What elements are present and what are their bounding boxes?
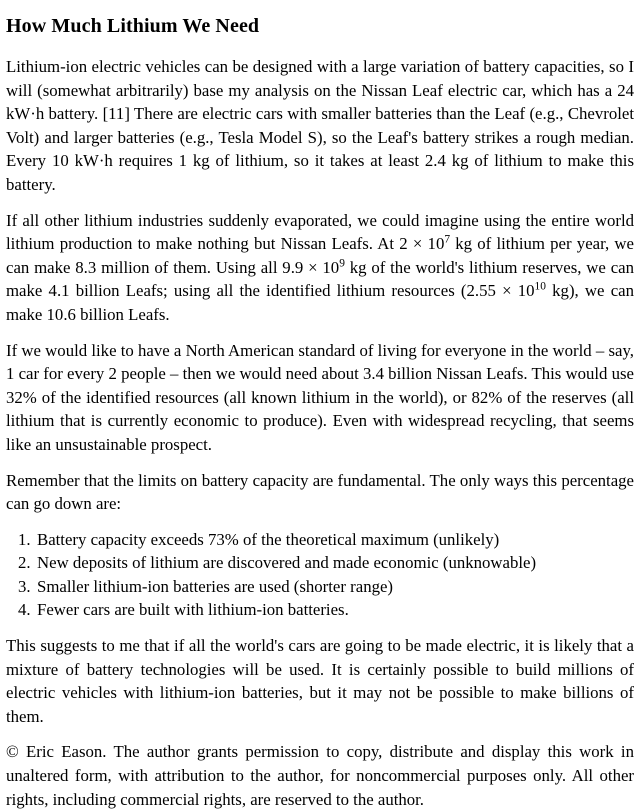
paragraph-north-american-standard: If we would like to have a North American standard of living for everyone in the world – say, 1 car for every 2 people – then we would need about 3.4 billion Nissan Leafs. This would use 32% of the identified resources (all known lithium in the world), or 82% of the reserves (all lithium that is currently economic to produce). Even with widespread recycling, that seems like an unsustainable prospect. <box>6 340 634 454</box>
list-item: Smaller lithium-ion batteries are used (shorter range) <box>37 576 394 596</box>
paragraph-battery-capacity: Lithium-ion electric vehicles can be designed with a large variation of battery capacities, so I will (somewhat arbitrarily) base my analysis on the Nissan Leaf electric car, which has a 24 kW·h battery. [11] There are electric cars with smaller batteries than the Leaf (e.g., Chevrolet Volt) and larger batteries (e.g., Tesla Model S), so the Leaf's battery strikes a rough median. Every 10 kW·h requires 1 kg of lithium, so it takes at least 2.4 kg of lithium to make this battery. <box>6 57 634 194</box>
exponent-ten: 10 <box>534 280 546 293</box>
exponent-seven: 7 <box>444 233 451 246</box>
paragraph-world-production-part1: If all other lithium industries suddenly evaporated, we could imagine using the entire world lithium production to make nothing but Nissan Leafs. At 2 × 10 <box>6 210 634 254</box>
page-title: How Much Lithium We Need <box>6 15 260 37</box>
reasons-list <box>6 516 634 622</box>
paragraph-battery-limits: Remember that the limits on battery capacity are fundamental. The only ways this percentage can go down are: <box>6 470 634 514</box>
list-item: New deposits of lithium are discovered and made economic (unknowable) <box>37 553 537 573</box>
list-item: Battery capacity exceeds 73% of the theoretical maximum (unlikely) <box>37 529 500 549</box>
paragraph-conclusion: This suggests to me that if all the world's cars are going to be made electric, it is likely that a mixture of battery technologies will be used. It is certainly possible to build millions of electric vehicles with lithium-ion batteries, but it may not be possible to make billions of them. <box>6 636 634 726</box>
list-item: Fewer cars are built with lithium-ion batteries. <box>37 600 349 620</box>
exponent-nine: 9 <box>339 257 345 270</box>
paragraph-world-production-part3: kg of the world's lithium reserves, we can make 4.1 billion Leafs; using all the identified lithium resources (2.55 × 10 <box>6 257 634 301</box>
copyright-notice: © Eric Eason. The author grants permission to copy, distribute and display this work in unaltered form, with attribution to the author, for noncommercial purposes only. All other rights, including commercial rights, are reserved to the author. <box>6 742 634 809</box>
paragraph-world-production-part2: kg of lithium per year, we can make 8.3 million of them. Using all 9.9 × 10 <box>6 234 634 277</box>
paragraph-world-production <box>6 197 634 327</box>
paragraph-world-production-part4: kg), we can make 10.6 billion Leafs. <box>6 281 634 324</box>
